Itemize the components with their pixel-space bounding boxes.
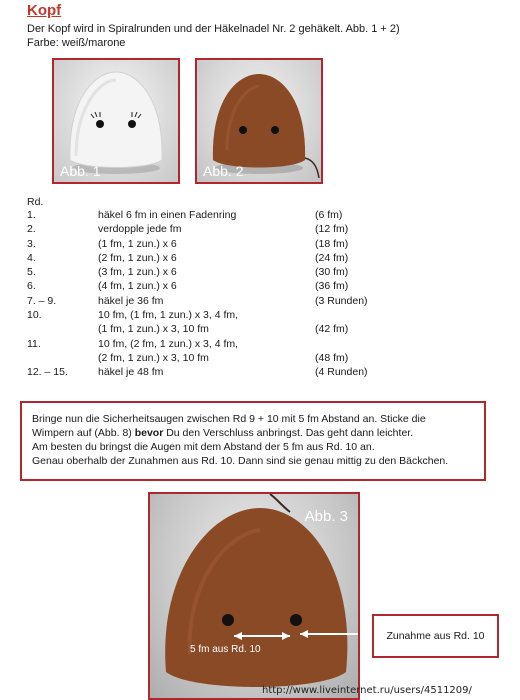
- figure-label: Abb. 2: [203, 163, 244, 179]
- callout-box: Zunahme aus Rd. 10: [372, 614, 499, 658]
- stitch-count: (48 fm): [315, 351, 349, 364]
- stitch-count: (24 fm): [315, 251, 349, 264]
- instruction: häkel je 36 fm: [98, 294, 164, 307]
- table-row: [27, 280, 387, 294]
- table-row: [27, 309, 387, 323]
- table-row: [27, 366, 387, 380]
- intro-line: Der Kopf wird in Spiralrunden und der Häkelnadel Nr. 2 gehäkelt. Abb. 1 + 2): [27, 23, 400, 35]
- instruction-note: [20, 401, 486, 481]
- instruction: (2 fm, 1 zun.) x 3, 10 fm: [98, 351, 209, 364]
- instruction: (3 fm, 1 zun.) x 6: [98, 266, 177, 279]
- round-number: 1.: [27, 209, 36, 221]
- note-line: Genau oberhalb der Zunahmen aus Rd. 10. Dann sind sie genau mittig zu den Bäckchen.: [32, 455, 449, 467]
- pattern-table: [27, 209, 387, 381]
- round-number: 2.: [27, 223, 36, 236]
- color-line: Farbe: weiß/marone: [27, 37, 126, 49]
- note-line: Am besten du bringst die Augen mit dem Abstand der 5 fm aus Rd. 10 an.: [32, 441, 375, 453]
- table-row: [27, 323, 387, 337]
- photo-abb-1: [52, 58, 180, 184]
- round-number: 11.: [27, 337, 41, 350]
- instruction: verdopple jede fm: [98, 223, 182, 236]
- table-row: [27, 238, 387, 252]
- stitch-count: (36 fm): [315, 280, 349, 293]
- stitch-count: (18 fm): [315, 237, 349, 250]
- stitch-count: (42 fm): [315, 323, 349, 336]
- note-text: Wimpern auf (Abb. 8): [32, 427, 135, 439]
- instruction: (1 fm, 1 zun.) x 3, 10 fm: [98, 323, 209, 336]
- instruction: (1 fm, 1 zun.) x 6: [98, 237, 177, 250]
- stitch-count: (4 Runden): [315, 366, 368, 379]
- instruction: häkel je 48 fm: [98, 366, 164, 379]
- figure-label: Abb. 3: [304, 508, 348, 525]
- stitch-count: (12 fm): [315, 223, 349, 236]
- round-number: 6.: [27, 280, 36, 293]
- table-row: [27, 209, 387, 223]
- instruction: 10 fm, (2 fm, 1 zun.) x 3, 4 fm,: [98, 337, 239, 350]
- round-number: 7. – 9.: [27, 294, 57, 307]
- table-row: [27, 338, 387, 352]
- round-number: 5.: [27, 266, 36, 279]
- note-line: [32, 426, 474, 440]
- instruction: 10 fm, (1 fm, 1 zun.) x 3, 4 fm,: [98, 309, 239, 322]
- round-number: 12. – 15.: [27, 366, 68, 379]
- round-header: Rd.: [27, 196, 44, 208]
- table-row: [27, 252, 387, 266]
- stitch-count: (30 fm): [315, 266, 349, 279]
- stitch-count: (6 fm): [315, 209, 343, 221]
- instruction: häkel 6 fm in einen Fadenring: [98, 209, 237, 221]
- watermark-url: http://www.liveinternet.ru/users/4511209/: [262, 685, 472, 696]
- table-row: [27, 223, 387, 237]
- instruction: (4 fm, 1 zun.) x 6: [98, 280, 177, 293]
- photo-abb-2: [195, 58, 323, 184]
- round-number: 10.: [27, 309, 42, 322]
- table-row: [27, 295, 387, 309]
- page-title: Kopf: [27, 2, 62, 19]
- intro: [27, 22, 400, 50]
- note-text: Du den Verschluss anbringst. Das geht dann leichter.: [163, 427, 414, 439]
- table-row: [27, 266, 387, 280]
- measure-label: 5 fm aus Rd. 10: [190, 644, 261, 655]
- instruction: (2 fm, 1 zun.) x 6: [98, 251, 177, 264]
- table-row: [27, 352, 387, 366]
- note-line: Bringe nun die Sicherheitsaugen zwischen Rd 9 + 10 mit 5 fm Abstand an. Sticke die: [32, 413, 426, 425]
- stitch-count: (3 Runden): [315, 294, 368, 307]
- round-number: 3.: [27, 237, 36, 250]
- figure-label: Abb. 1: [60, 163, 101, 179]
- photo-abb-3: [148, 492, 360, 700]
- note-emphasis: bevor: [134, 427, 164, 439]
- round-number: 4.: [27, 251, 36, 264]
